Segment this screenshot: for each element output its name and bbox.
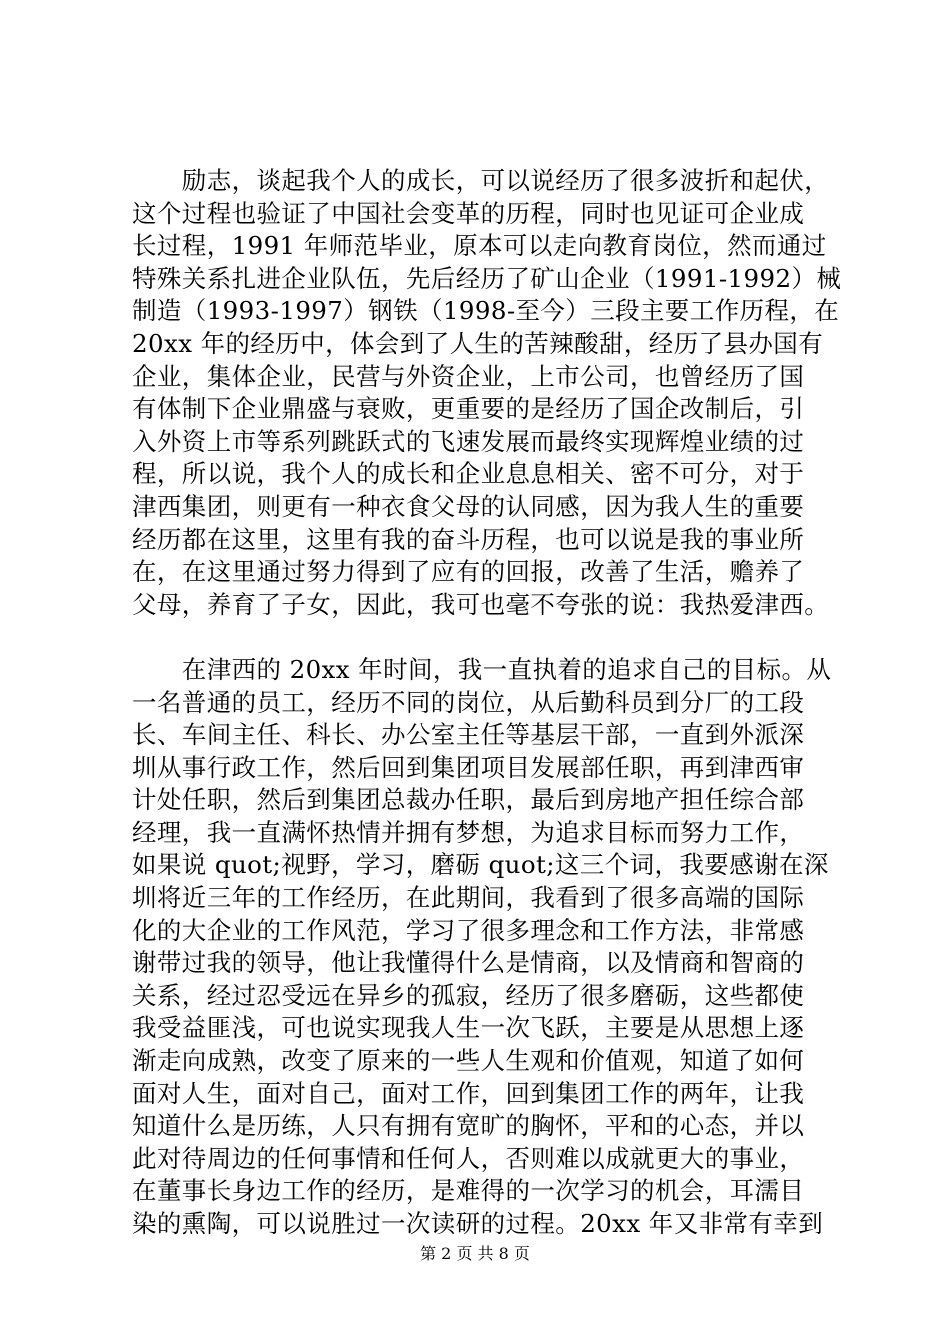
text-line: 这个过程也验证了中国社会变革的历程，同时也见证可企业成 bbox=[132, 198, 805, 228]
text-line: 励志，谈起我个人的成长，可以说经历了很多波折和起伏， bbox=[132, 166, 830, 195]
text-line: 圳从事行政工作，然后回到集团项目发展部任职，再到津西审 bbox=[132, 752, 805, 782]
text-line: 在董事长身边工作的经历，是难得的一次学习的机会，耳濡目 bbox=[132, 1176, 805, 1206]
paragraph-2 bbox=[132, 654, 852, 1241]
text-line: 父母，养育了子女，因此，我可也毫不夸张的说：我热爱津西。 bbox=[132, 589, 830, 619]
paragraph-gap bbox=[132, 621, 852, 654]
text-line: 化的大企业的工作风范，学习了很多理念和工作方法，非常感 bbox=[132, 915, 805, 945]
text-line: 此对待周边的任何事情和任何人，否则难以成就更大的事业， bbox=[132, 1143, 805, 1173]
text-line: 一名普通的员工，经历不同的岗位，从后勤科员到分厂的工段 bbox=[132, 687, 805, 717]
text-line: 长过程，1991 年师范毕业，原本可以走向教育岗位，然而通过 bbox=[132, 231, 827, 261]
text-line: 经理，我一直满怀热情并拥有梦想，为追求目标而努力工作， bbox=[132, 817, 805, 847]
text-line: 企业，集体企业，民营与外资企业，上市公司，也曾经历了国 bbox=[132, 361, 805, 391]
text-line: 制造（1993-1997）钢铁（1998-至今）三段主要工作历程，在 bbox=[132, 296, 840, 326]
text-line: 渐走向成熟，改变了原来的一些人生观和价值观，知道了如何 bbox=[132, 1046, 805, 1076]
text-line: 关系，经过忍受远在异乡的孤寂，经历了很多磨砺，这些都使 bbox=[132, 980, 805, 1010]
text-line: 程，所以说，我个人的成长和企业息息相关、密不可分，对于 bbox=[132, 459, 805, 489]
text-line: 特殊关系扎进企业队伍，先后经历了矿山企业（1991-1992）械 bbox=[132, 263, 842, 293]
text-line: 津西集团，则更有一种衣食父母的认同感，因为我人生的重要 bbox=[132, 491, 805, 521]
paragraph-1 bbox=[132, 165, 852, 621]
text-line: 圳将近三年的工作经历，在此期间，我看到了很多高端的国际 bbox=[132, 883, 805, 913]
text-line: 面对人生，面对自己，面对工作，回到集团工作的两年，让我 bbox=[132, 1078, 805, 1108]
text-line: 染的熏陶，可以说胜过一次读研的过程。20xx 年又非常有幸到 bbox=[132, 1209, 824, 1238]
text-line: 谢带过我的领导，他让我懂得什么是情商，以及情商和智商的 bbox=[132, 948, 805, 978]
page-footer bbox=[0, 1243, 950, 1265]
text-line: 知道什么是历练，人只有拥有宽旷的胸怀，平和的心态，并以 bbox=[132, 1111, 805, 1141]
text-line: 在津西的 20xx 年时间，我一直执着的追求自己的目标。从 bbox=[132, 654, 832, 684]
page-number-label: 第 2 页 共 8 页 bbox=[420, 1244, 530, 1263]
text-line: 长、车间主任、科长、办公室主任等基层干部，一直到外派深 bbox=[132, 720, 805, 750]
body-text bbox=[132, 165, 852, 1241]
text-line: 20xx 年的经历中，体会到了人生的苦辣酸甜，经历了县办国有 bbox=[132, 328, 824, 358]
text-line: 如果说 quot;视野，学习，磨砺 quot;这三个词，我要感谢在深 bbox=[132, 850, 829, 880]
text-line: 有体制下企业鼎盛与衰败，更重要的是经历了国企改制后，引 bbox=[132, 394, 805, 424]
text-line: 计处任职，然后到集团总裁办任职，最后到房地产担任综合部 bbox=[132, 785, 805, 815]
text-line: 在，在这里通过努力得到了应有的回报，改善了生活，赡养了 bbox=[132, 557, 805, 587]
text-line: 经历都在这里，这里有我的奋斗历程，也可以说是我的事业所 bbox=[132, 524, 805, 554]
text-line: 入外资上市等系列跳跃式的飞速发展而最终实现辉煌业绩的过 bbox=[132, 426, 805, 456]
text-line: 我受益匪浅，可也说实现我人生一次飞跃，主要是从思想上逐 bbox=[132, 1013, 805, 1043]
